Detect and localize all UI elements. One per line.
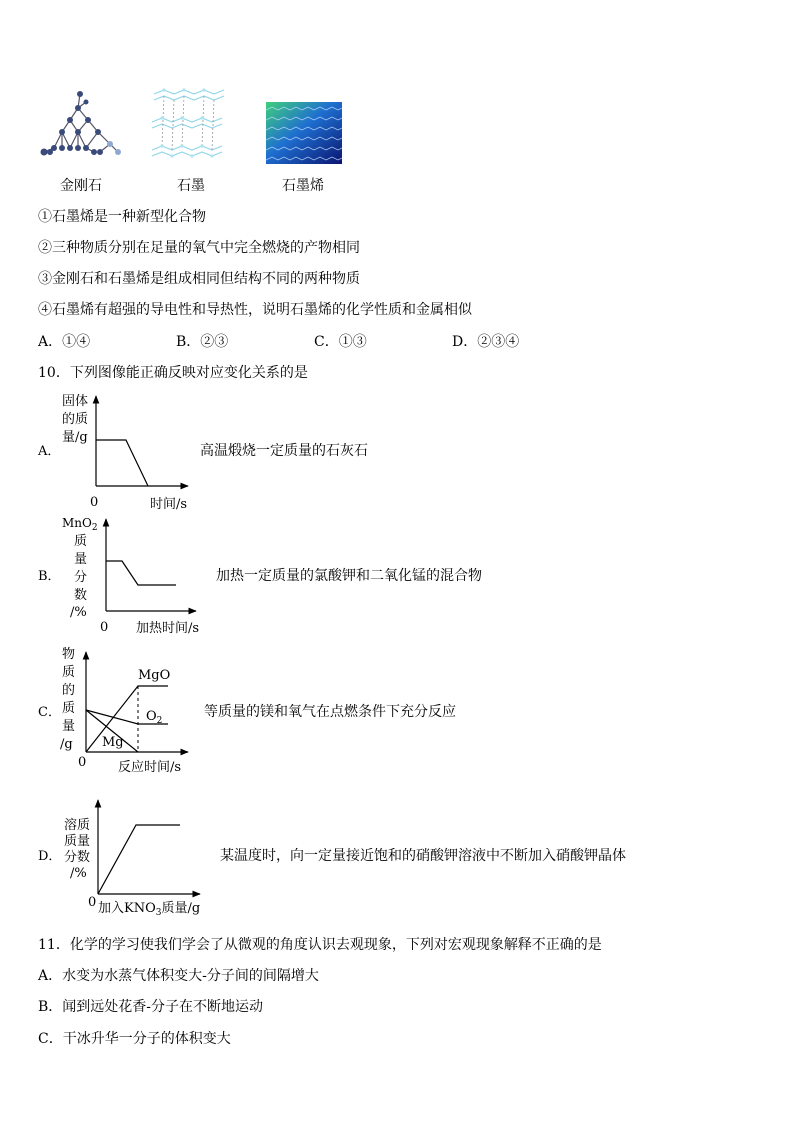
graph-a-description: 高温煅烧一定质量的石灰石 [200,443,368,459]
q9-option-c[interactable]: C．①③ [314,334,367,350]
q9-statement-1: ①石墨烯是一种新型化合物 [38,209,206,225]
q11-option-a[interactable]: A．水变为水蒸气体积变大-分子间的间隔增大 [38,968,319,984]
graph-b [36,513,516,638]
q9-option-d[interactable]: D．②③④ [452,334,520,350]
q11-stem: 11．化学的学习使我们学会了从微观的角度认识去观现象，下列对宏观现象解释不正确的是 [38,937,602,953]
q11-option-c[interactable]: C．干冰升华一分子的体积变大 [38,1031,231,1047]
graph-b-ylabel-3: 分 [74,570,88,585]
q9-statement-2: ②三种物质分别在足量的氧气中完全燃烧的产物相同 [38,240,360,256]
graph-a-ylabel-1: 固体 [62,394,89,409]
graph-a-ylabel-3: 量/g [62,430,88,445]
graph-c-ylabel-4: 质 [62,701,76,716]
graph-d-ylabel-4: /% [70,866,87,881]
q9-statement-4: ④石墨烯有超强的导电性和导热性，说明石墨烯的化学性质和金属相似 [38,302,472,318]
graph-c-ylabel-6: /g [60,737,73,752]
graph-b-ylabel-4: 数 [74,588,88,603]
graphene-structure-image [266,102,342,164]
graph-c-origin: 0 [78,755,87,770]
graph-b-ylabel-top: MnO$_2$ [62,516,98,533]
graph-d-description: 某温度时，向一定量接近饱和的硝酸钾溶液中不断加入硝酸钾晶体 [220,848,626,864]
graph-b-origin: 0 [100,620,109,635]
graph-b-ylabel-1: 质 [74,534,88,549]
graph-c [36,642,476,777]
graph-b-description: 加热一定质量的氯酸钾和二氧化锰的混合物 [216,568,482,584]
graph-c-ylabel-1: 物 [62,647,76,662]
graph-c-mgo-label: MgO [138,668,171,683]
q10-stem: 10．下列图像能正确反映对应变化关系的是 [38,365,308,381]
graph-c-ylabel-2: 质 [62,665,76,680]
q9-option-a[interactable]: A．①④ [38,334,91,350]
diamond-label: 金刚石 [60,178,102,194]
graphene-label: 石墨烯 [282,178,324,194]
graph-c-mg-label: Mg [102,735,124,750]
graph-c-option-label: C． [38,705,61,720]
graph-b-ylabel-2: 量 [74,552,88,567]
graphite-structure-image [148,86,230,162]
graphite-label: 石墨 [177,178,205,194]
graph-c-ylabel-3: 的 [62,683,76,698]
graph-d [36,794,656,919]
graph-d-ylabel-3: 分数 [64,850,91,865]
graph-d-ylabel-1: 溶质 [64,818,91,833]
graph-b-ylabel-5: /% [70,605,87,620]
graph-d-xlabel: 加入$KNO_3$质量/g [98,901,201,918]
graph-a-origin: 0 [90,495,99,510]
graph-b-option-label: B． [38,569,61,584]
graph-d-origin: 0 [88,895,97,910]
q9-option-b[interactable]: B．②③ [176,334,229,350]
q9-statement-3: ③金刚石和石墨烯是组成相同但结构不同的两种物质 [38,271,360,287]
graph-a-option-label: A． [38,444,61,459]
graph-c-o2-label: $O_2$ [146,709,163,726]
diamond-structure-image [38,88,128,163]
graph-a-ylabel-2: 的质 [62,412,89,427]
graph-d-ylabel-2: 质量 [64,834,91,849]
graph-c-description: 等质量的镁和氧气在点燃条件下充分反应 [204,704,456,720]
graph-d-option-label: D． [38,849,62,864]
graph-a [36,388,396,513]
graph-b-xlabel: 加热时间/s [136,621,200,636]
graph-c-xlabel: 反应时间/s [118,760,182,775]
graph-a-xlabel: 时间/s [150,497,188,512]
graph-c-ylabel-5: 量 [62,719,76,734]
q11-option-b[interactable]: B．闻到远处花香-分子在不断地运动 [38,999,264,1015]
